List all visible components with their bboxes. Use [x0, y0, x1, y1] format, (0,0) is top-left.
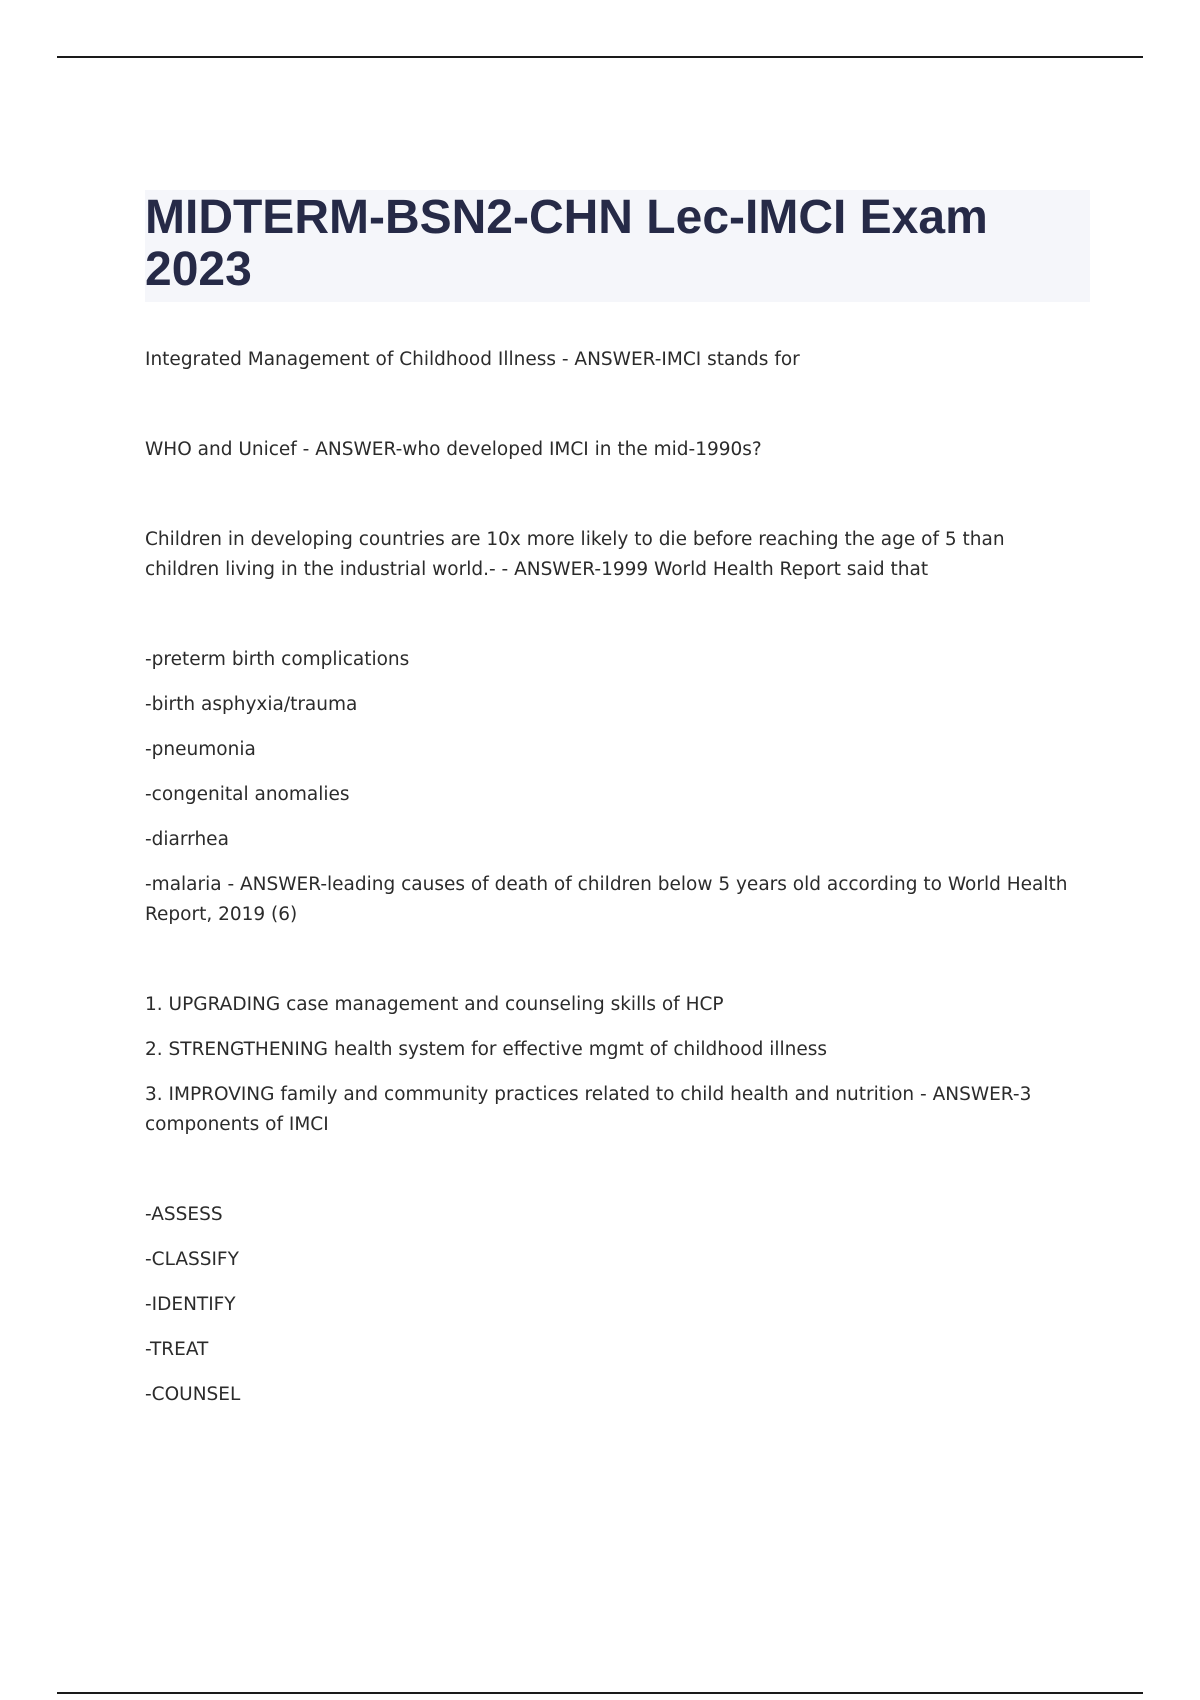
qa-line: Integrated Management of Childhood Illness - ANSWER-IMCI stands for — [145, 349, 800, 370]
qa-line: 3. IMPROVING family and community practices related to child health and nutrition - ANSWER-3 components of IMCI — [145, 1084, 1032, 1135]
qa-line: -CLASSIFY — [145, 1249, 239, 1270]
qa-line: WHO and Unicef - ANSWER-who developed IMCI in the mid-1990s? — [145, 439, 762, 460]
top-rule — [57, 56, 1143, 58]
bottom-rule — [57, 1692, 1143, 1694]
qa-item — [145, 345, 1075, 375]
qa-line: -pneumonia — [145, 739, 256, 760]
qa-item — [145, 525, 1075, 585]
qa-item — [145, 990, 1075, 1140]
qa-line: -malaria - ANSWER-leading causes of death of children below 5 years old according to World Health Report, 2019 (6) — [145, 874, 1068, 925]
qa-line: -congenital anomalies — [145, 784, 350, 805]
document-title: MIDTERM-BSN2-CHN Lec-IMCI Exam 2023 — [145, 191, 988, 296]
qa-line: -preterm birth complications — [145, 649, 410, 670]
qa-line: -TREAT — [145, 1339, 209, 1360]
qa-line: 1. UPGRADING case management and counseling skills of HCP — [145, 994, 724, 1015]
qa-line: -birth asphyxia/trauma — [145, 694, 358, 715]
qa-line: -diarrhea — [145, 829, 229, 850]
document-body — [145, 345, 1075, 1470]
qa-line: -COUNSEL — [145, 1384, 241, 1405]
qa-line: 2. STRENGTHENING health system for effective mgmt of childhood illness — [145, 1039, 828, 1060]
qa-item — [145, 1200, 1075, 1410]
qa-line: -IDENTIFY — [145, 1294, 236, 1315]
qa-line: Children in developing countries are 10x more likely to die before reaching the age of 5 than children living in the industrial world.- - ANSWER-1999 World Health Report said that — [145, 529, 1005, 580]
qa-item — [145, 435, 1075, 465]
title-banner — [145, 190, 1090, 302]
qa-line: -ASSESS — [145, 1204, 223, 1225]
qa-item — [145, 645, 1075, 930]
